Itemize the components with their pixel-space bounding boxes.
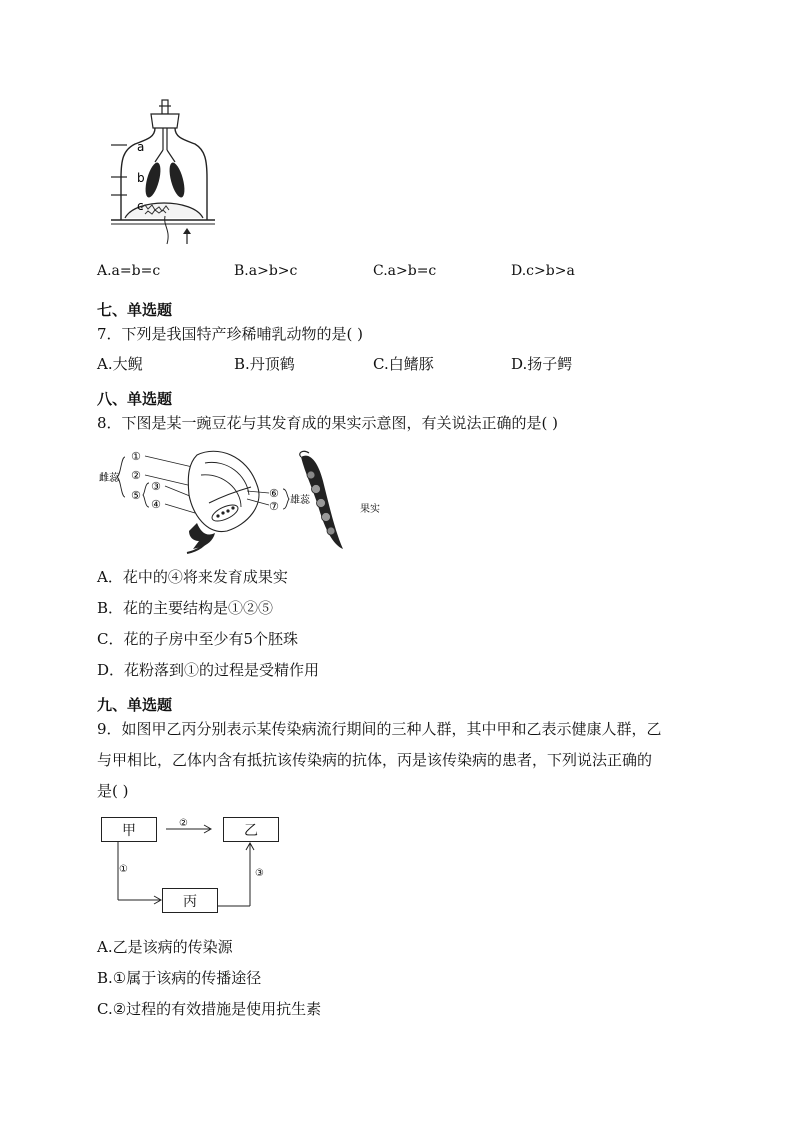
q6-option-a[interactable]: A.a=b=c (97, 263, 161, 279)
arrow-3-label: ③ (255, 868, 264, 879)
question-8: 8．下图是某一豌豆花与其发育成的果实示意图，有关说法正确的是( ) (97, 414, 559, 432)
num-4: ④ (151, 498, 161, 511)
arrow-2-label: ② (179, 818, 188, 829)
q9-option-c[interactable]: C.②过程的有效措施是使用抗生素 (97, 1000, 322, 1018)
q7-option-d[interactable]: D.扬子鳄 (511, 355, 573, 373)
pistil-label: 雌蕊 (99, 473, 119, 484)
q8-option-a[interactable]: A．花中的④将来发育成果实 (97, 568, 288, 586)
label-a: a (137, 140, 145, 154)
q9-option-a[interactable]: A.乙是该病的传染源 (97, 938, 233, 956)
num-1: ① (131, 450, 141, 463)
q8-option-d[interactable]: D．花粉落到①的过程是受精作用 (97, 661, 320, 679)
num-7: ⑦ (269, 500, 279, 513)
num-5: ⑤ (131, 489, 141, 502)
section-8-header: 八、单选题 (97, 390, 173, 408)
pea-flower-figure (97, 445, 397, 555)
q8-option-b[interactable]: B．花的主要结构是①②⑤ (97, 599, 274, 617)
q7-option-c[interactable]: C.白鳍豚 (373, 355, 434, 373)
q7-option-a[interactable]: A.大鲵 (97, 355, 143, 373)
section-9-header: 九、单选题 (97, 696, 173, 714)
fruit-label: 果实 (360, 504, 380, 515)
question-9-line-2: 与甲相比，乙体内含有抵抗该传染病的抗体，丙是该传染病的患者，下列说法正确的 (97, 751, 653, 769)
q6-option-c[interactable]: C.a>b=c (373, 263, 437, 279)
question-7: 7．下列是我国特产珍稀哺乳动物的是( ) (97, 325, 364, 343)
arrow-1-label: ① (119, 864, 128, 875)
stamen-label: 雄蕊 (290, 495, 310, 506)
label-b: b (137, 171, 145, 185)
label-c: c (137, 199, 144, 213)
node-bing: 丙 (162, 888, 218, 913)
q9-option-b[interactable]: B.①属于该病的传播途径 (97, 969, 262, 987)
q8-option-c[interactable]: C．花的子房中至少有5个胚珠 (97, 630, 299, 648)
question-9-line-1: 9．如图甲乙丙分别表示某传染病流行期间的三种人群，其中甲和乙表示健康人群，乙 (97, 720, 662, 738)
question-9-line-3: 是( ) (97, 782, 129, 800)
flow-arrows (100, 810, 290, 920)
section-7-header: 七、单选题 (97, 301, 173, 319)
num-3: ③ (151, 480, 161, 493)
num-2: ② (131, 469, 141, 482)
q6-option-b[interactable]: B.a>b>c (234, 263, 298, 279)
num-6: ⑥ (269, 487, 279, 500)
node-jia: 甲 (101, 817, 157, 842)
lung-model-figure (105, 98, 215, 248)
node-yi: 乙 (223, 817, 279, 842)
q7-option-b[interactable]: B.丹顶鹤 (234, 355, 295, 373)
q6-option-d[interactable]: D.c>b>a (511, 263, 575, 279)
